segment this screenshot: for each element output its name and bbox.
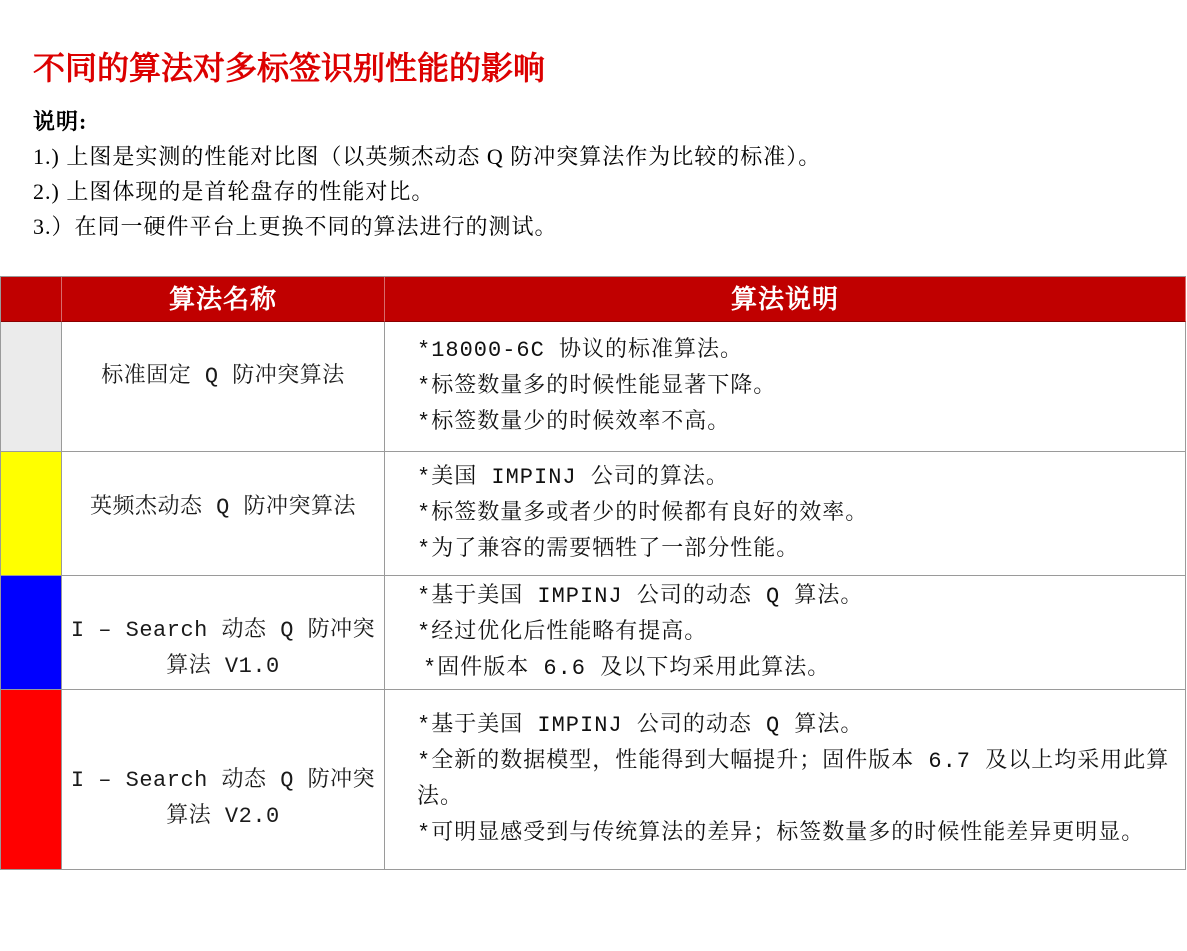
description-line: *全新的数据模型，性能得到大幅提升；固件版本 6.7 及以上均采用此算法。 — [417, 748, 1170, 810]
legend-swatch-red — [1, 690, 62, 870]
algorithm-name: 算法 V1.0 — [166, 653, 280, 679]
algorithm-description-cell — [385, 452, 1186, 576]
header-swatch-cell — [1, 277, 62, 322]
algorithm-description-cell — [385, 322, 1186, 452]
description-line: *标签数量少的时候效率不高。 — [417, 409, 731, 435]
algorithm-name-cell — [62, 690, 385, 870]
table-row — [1, 322, 1186, 452]
header-algorithm-description: 算法说明 — [730, 283, 839, 314]
legend-swatch-gray — [1, 322, 62, 452]
algorithm-name: 标准固定 Q 防冲突算法 — [101, 363, 345, 389]
legend-swatch-yellow — [1, 452, 62, 576]
algorithm-name-cell — [62, 576, 385, 690]
notes-section — [33, 104, 821, 244]
description-line: *标签数量多或者少的时候都有良好的效率。 — [417, 500, 869, 526]
description-line: *可明显感受到与传统算法的差异；标签数量多的时候性能差异更明显。 — [417, 820, 1145, 846]
legend-swatch-blue — [1, 576, 62, 690]
algorithm-description-cell — [385, 690, 1186, 870]
algorithm-description-cell — [385, 576, 1186, 690]
description-line: *18000-6C 协议的标准算法。 — [417, 337, 744, 363]
algorithm-name-cell — [62, 322, 385, 452]
header-name-cell — [62, 277, 385, 322]
algorithm-name: I – Search 动态 Q 防冲突 — [70, 617, 376, 643]
description-line: *基于美国 IMPINJ 公司的动态 Q 算法。 — [417, 712, 864, 738]
algorithm-name: 英频杰动态 Q 防冲突算法 — [89, 494, 357, 520]
description-line: *标签数量多的时候性能显著下降。 — [417, 373, 777, 399]
description-line: *为了兼容的需要牺牲了一部分性能。 — [417, 536, 800, 562]
description-line: *经过优化后性能略有提高。 — [417, 619, 708, 645]
algorithm-name: I – Search 动态 Q 防冲突 — [70, 767, 376, 793]
description-line: *美国 IMPINJ 公司的算法。 — [417, 464, 729, 490]
algorithm-name-cell — [62, 452, 385, 576]
page-title: 不同的算法对多标签识别性能的影响 — [33, 50, 546, 86]
table-row — [1, 690, 1186, 870]
note-item: 1.) 上图是实测的性能对比图（以英频杰动态 Q 防冲突算法作为比较的标准）。 — [33, 144, 822, 169]
table-row — [1, 576, 1186, 690]
algorithm-name: 算法 V2.0 — [166, 803, 280, 829]
header-algorithm-name: 算法名称 — [168, 283, 277, 314]
note-item: 2.) 上图体现的是首轮盘存的性能对比。 — [33, 179, 435, 204]
header-description-cell — [385, 277, 1186, 322]
notes-heading: 说明: — [33, 109, 88, 134]
description-line: *基于美国 IMPINJ 公司的动态 Q 算法。 — [417, 583, 864, 609]
table-row — [1, 452, 1186, 576]
note-item: 3.）在同一硬件平台上更换不同的算法进行的测试。 — [33, 214, 558, 239]
algorithm-comparison-table — [0, 276, 1186, 870]
table-header-row — [1, 277, 1186, 322]
description-line: *固件版本 6.6 及以下均采用此算法。 — [423, 655, 831, 681]
